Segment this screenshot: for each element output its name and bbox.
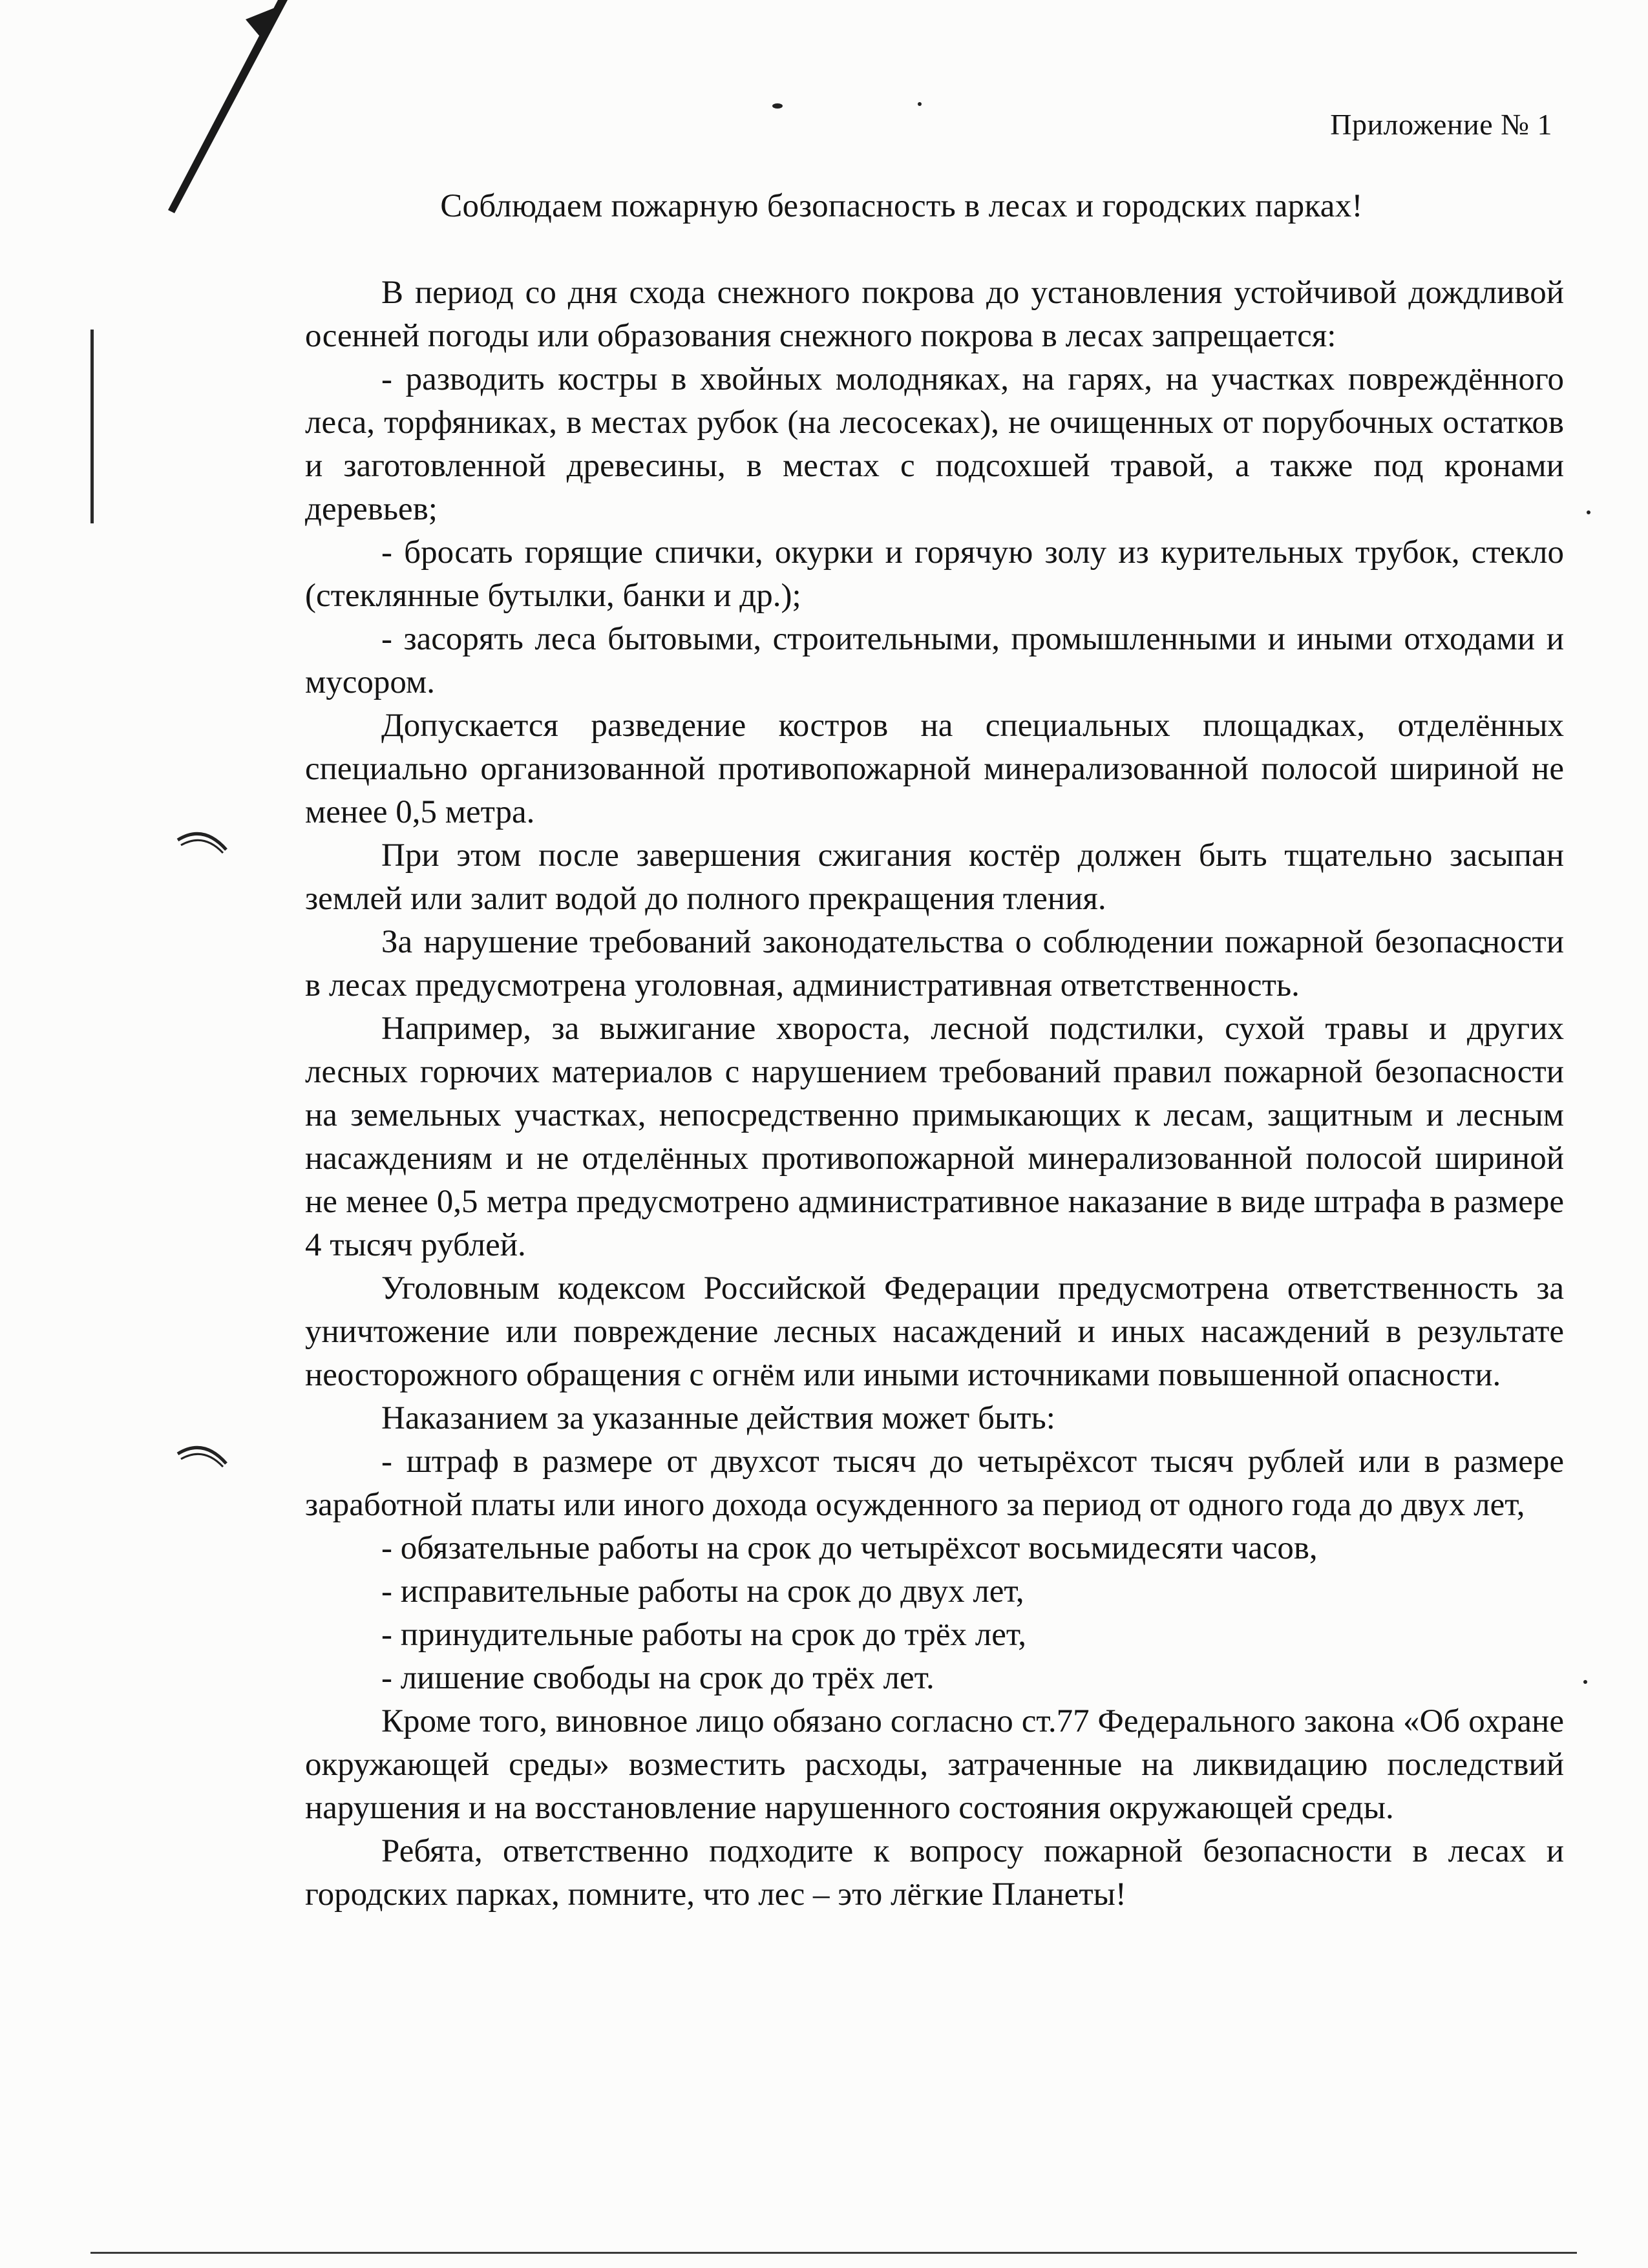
paragraph: Наказанием за указанные действия может быть: bbox=[381, 1400, 1055, 1436]
scan-bottom-line bbox=[90, 2252, 1577, 2254]
prohibition-item: - разводить костры в хвойных молодняках, на гарях, на участках повреждённого леса, торфяниках, в местах рубок (на лесосеках), не очищенных от порубочных остатков и заготовленной древесины, в местах с подсохшей травой, а также под кронами деревьев; bbox=[305, 361, 1564, 527]
paragraph: При этом после завершения сжигания костёр должен быть тщательно засыпан землей или залит водой до полного прекращения тления. bbox=[305, 837, 1564, 917]
paragraph: За нарушение требований законодательства о соблюдении пожарной безопасности в лесах предусмотрена уголовная, административная ответственность. bbox=[305, 924, 1564, 1003]
scan-speck bbox=[1587, 510, 1590, 514]
punch-hole-mark bbox=[174, 1441, 233, 1480]
scan-edge-mark bbox=[149, 0, 304, 220]
prohibition-item: - бросать горящие спички, окурки и горячую золу из курительных трубок, стекло (стеклянные бутылки, банки и др.); bbox=[305, 534, 1564, 614]
punch-hole-mark bbox=[174, 827, 233, 866]
scan-speck bbox=[772, 103, 783, 109]
paragraph: Уголовным кодексом Российской Федерации предусмотрена ответственность за уничтожение или повреждение лесных насаждений и иных насаждений в результате неосторожного обращения с огнём или иными источниками повышенной опасности. bbox=[305, 1270, 1564, 1393]
penalty-item: - штраф в размере от двухсот тысяч до четырёхсот тысяч рублей или в размере заработной платы или иного дохода осужденного за период от одного года до двух лет, bbox=[305, 1444, 1564, 1523]
scan-left-line bbox=[90, 330, 94, 523]
intro-paragraph: В период со дня схода снежного покрова до установления устойчивой дождливой осенней погоды или образования снежного покрова в лесах запрещается: bbox=[305, 275, 1564, 354]
document-body bbox=[305, 271, 1564, 1916]
prohibition-item: - засорять леса бытовыми, строительными, промышленными и иными отходами и мусором. bbox=[305, 621, 1564, 700]
scan-speck bbox=[1583, 1680, 1587, 1684]
scan-speck bbox=[918, 102, 922, 106]
appendix-label: Приложение № 1 bbox=[1330, 108, 1552, 141]
penalty-item: - исправительные работы на срок до двух лет, bbox=[381, 1573, 1024, 1610]
penalty-item: - лишение свободы на срок до трёх лет. bbox=[381, 1660, 935, 1696]
closing-paragraph: Ребята, ответственно подходите к вопросу пожарной безопасности в лесах и городских парках, помните, что лес – это лёгкие Планеты! bbox=[305, 1833, 1564, 1913]
paragraph: Например, за выжигание хвороста, лесной подстилки, сухой травы и других лесных горючих материалов с нарушением требований правил пожарной безопасности на земельных участках, непосредственно примыкающих к лесам, защитным и лесным насаждениям и не отделённых противопожарной минерализованной полосой шириной не менее 0,5 метра предусмотрено административное наказание в виде штрафа в размере 4 тысяч рублей. bbox=[305, 1011, 1564, 1263]
document-title: Соблюдаем пожарную безопасность в лесах и городских парках! bbox=[440, 188, 1363, 224]
paragraph: Кроме того, виновное лицо обязано согласно ст.77 Федерального закона «Об охране окружающей среды» возместить расходы, затраченные на ликвидацию последствий нарушения и на восстановление нарушенного состояния окружающей среды. bbox=[305, 1703, 1564, 1826]
paragraph: Допускается разведение костров на специальных площадках, отделённых специально организованной противопожарной минерализованной полосой шириной не менее 0,5 метра. bbox=[305, 708, 1564, 830]
penalty-item: - принудительные работы на срок до трёх лет, bbox=[381, 1617, 1027, 1653]
penalty-item: - обязательные работы на срок до четырёхсот восьмидесяти часов, bbox=[381, 1530, 1318, 1566]
